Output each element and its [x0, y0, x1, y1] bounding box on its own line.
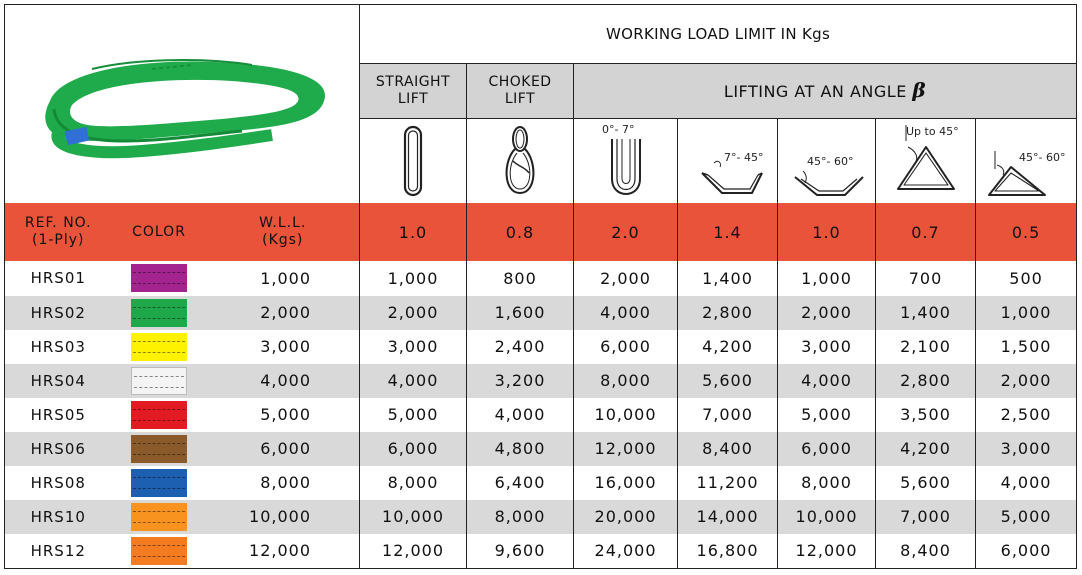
load-value-cell: 10,000 — [574, 398, 678, 432]
load-value-cell: 1,500 — [976, 330, 1077, 364]
load-value-cell: 500 — [976, 261, 1077, 295]
load-value-cell: 7,000 — [678, 398, 778, 432]
table-row — [5, 432, 1077, 466]
load-value-cell: 3,200 — [467, 364, 574, 398]
load-value-cell: 9,600 — [467, 534, 574, 569]
load-value-cell: 3,000 — [976, 432, 1077, 466]
wll-cell: 10,000 — [207, 500, 360, 534]
ref-no-cell: HRS12 — [30, 541, 86, 560]
straight-lift-header — [360, 64, 467, 119]
load-value-cell: 1,400 — [876, 296, 976, 330]
load-value-cell: 24,000 — [574, 534, 678, 569]
load-value-cell: 2,000 — [976, 364, 1077, 398]
round-sling-image — [32, 49, 332, 159]
basket-7-45-label: 7°- 45° — [723, 151, 763, 165]
load-value-cell: 3,000 — [778, 330, 876, 364]
color-cell — [112, 466, 207, 500]
load-value-cell: 8,000 — [467, 500, 574, 534]
color-cell — [112, 534, 207, 569]
color-cell — [112, 261, 207, 295]
load-value-cell: 8,400 — [876, 534, 976, 569]
table-row — [5, 500, 1077, 534]
table-row — [5, 261, 1077, 295]
load-value-cell: 2,000 — [574, 261, 678, 295]
load-value-cell: 12,000 — [360, 534, 467, 569]
data-rows — [5, 261, 1077, 568]
color-swatch — [131, 537, 187, 565]
ref-no-cell: HRS01 — [30, 269, 86, 288]
load-value-cell: 700 — [876, 261, 976, 295]
basket-7-45-icon — [688, 121, 768, 201]
load-value-cell: 10,000 — [360, 500, 467, 534]
load-value-cell: 6,000 — [574, 330, 678, 364]
load-value-cell: 2,500 — [976, 398, 1077, 432]
wll-cell: 3,000 — [260, 337, 312, 357]
color-cell — [112, 500, 207, 534]
load-value-cell: 4,000 — [976, 466, 1077, 500]
load-value-cell: 8,000 — [360, 466, 467, 500]
factor-bridle-up-45: 0.7 — [876, 203, 976, 261]
load-value-cell: 1,400 — [678, 261, 778, 295]
bridle-up-45-label: Up to 45° — [905, 125, 959, 139]
wll-unit-label: (Kgs) — [262, 232, 304, 249]
factor-basket-7-45: 1.4 — [678, 203, 778, 261]
load-value-cell: 5,600 — [876, 466, 976, 500]
bridle-up-45-icon-cell — [876, 119, 976, 204]
load-value-cell: 4,800 — [467, 432, 574, 466]
wll-cell: 6,000 — [207, 432, 360, 466]
choked-lift-line1: CHOKED — [488, 74, 552, 91]
ref-no-header — [5, 203, 112, 261]
load-value-cell: 1,000 — [976, 296, 1077, 330]
wll-header — [207, 203, 360, 261]
color-swatch — [131, 299, 187, 327]
load-value-cell: 8,400 — [678, 432, 778, 466]
load-value-cell: 2,000 — [360, 296, 467, 330]
basket-vertical-icon-cell — [574, 119, 678, 204]
load-value-cell: 10,000 — [778, 500, 876, 534]
basket-45-60-label: 45°- 60° — [806, 155, 853, 169]
table-row — [5, 296, 1077, 330]
load-value-cell: 6,000 — [778, 432, 876, 466]
load-value-cell: 11,200 — [678, 466, 778, 500]
load-value-cell: 4,200 — [876, 432, 976, 466]
color-cell — [112, 364, 207, 398]
color-swatch — [131, 333, 187, 361]
load-value-cell: 16,000 — [574, 466, 678, 500]
color-swatch — [131, 367, 187, 395]
color-cell — [112, 296, 207, 330]
straight-lift-line2: LIFT — [397, 91, 429, 108]
working-load-limit-table — [4, 4, 1077, 569]
factor-row — [5, 203, 1077, 261]
load-value-cell: 5,000 — [778, 398, 876, 432]
bridle-up-45-icon — [886, 121, 966, 201]
load-value-cell: 6,000 — [360, 432, 467, 466]
load-value-cell: 6,000 — [976, 534, 1077, 569]
basket-7-45-icon-cell — [678, 119, 778, 204]
color-cell — [112, 330, 207, 364]
color-header: COLOR — [112, 203, 207, 261]
ref-no-cell: HRS06 — [5, 432, 112, 466]
factor-straight: 1.0 — [360, 203, 467, 261]
load-value-cell: 5,000 — [360, 398, 467, 432]
factor-basket-45-60: 1.0 — [778, 203, 876, 261]
table-row — [5, 398, 1077, 432]
choked-lift-header — [467, 64, 574, 119]
load-value-cell: 6,400 — [467, 466, 574, 500]
load-value-cell: 1,000 — [778, 261, 876, 295]
straight-lift-icon — [393, 121, 433, 201]
load-value-cell: 2,400 — [467, 330, 574, 364]
product-image-cell — [5, 5, 360, 204]
color-swatch — [131, 401, 187, 429]
load-value-cell: 800 — [467, 261, 574, 295]
load-value-cell: 8,000 — [778, 466, 876, 500]
choked-lift-icon-cell — [467, 119, 574, 204]
load-value-cell: 5,000 — [976, 500, 1077, 534]
table-row — [5, 364, 1077, 398]
color-cell — [112, 432, 207, 466]
load-value-cell: 4,000 — [467, 398, 574, 432]
wll-cell: 8,000 — [260, 473, 312, 493]
angle-lift-title: LIFTING AT AN ANGLE — [723, 82, 907, 102]
straight-lift-line1: STRAIGHT — [375, 74, 451, 91]
load-value-cell: 4,000 — [360, 364, 467, 398]
basket-45-60-icon — [787, 121, 867, 201]
wll-cell: 4,000 — [207, 364, 360, 398]
load-value-cell: 12,000 — [574, 432, 678, 466]
factor-bridle-45-60: 0.5 — [976, 203, 1077, 261]
load-value-cell: 4,200 — [678, 330, 778, 364]
table-row — [5, 466, 1077, 500]
color-swatch — [131, 469, 187, 497]
load-value-cell: 1,600 — [467, 296, 574, 330]
load-value-cell: 2,800 — [678, 296, 778, 330]
table-row — [5, 534, 1077, 569]
basket-45-60-icon-cell — [778, 119, 876, 204]
ply-label: (1-Ply) — [32, 232, 85, 249]
ref-no-cell: HRS05 — [30, 405, 86, 424]
wll-cell: 5,000 — [260, 405, 312, 425]
load-value-cell: 16,800 — [678, 534, 778, 569]
ref-no-cell: HRS10 — [5, 500, 112, 534]
wll-cell: 12,000 — [249, 541, 312, 561]
beta-symbol: β — [912, 78, 927, 103]
basket-vertical-icon — [596, 121, 656, 201]
angle-lift-header — [574, 64, 1077, 119]
load-value-cell: 3,000 — [360, 330, 467, 364]
factor-choked: 0.8 — [467, 203, 574, 261]
load-value-cell: 12,000 — [778, 534, 876, 569]
load-value-cell: 20,000 — [574, 500, 678, 534]
wll-cell: 2,000 — [207, 296, 360, 330]
straight-lift-icon-cell — [360, 119, 467, 204]
ref-no-cell: HRS08 — [30, 473, 86, 492]
load-value-cell: 4,000 — [574, 296, 678, 330]
factor-basket-vertical: 2.0 — [574, 203, 678, 261]
table-title: WORKING LOAD LIMIT IN Kgs — [360, 5, 1077, 64]
load-value-cell: 5,600 — [678, 364, 778, 398]
ref-no-label: REF. NO. — [24, 215, 92, 232]
load-value-cell: 14,000 — [678, 500, 778, 534]
bridle-45-60-label: 45°- 60° — [1019, 151, 1066, 165]
choked-lift-line2: LIFT — [504, 91, 536, 108]
ref-no-cell: HRS04 — [5, 364, 112, 398]
color-swatch — [131, 264, 187, 292]
choked-lift-icon — [495, 121, 545, 201]
basket-vertical-label: 0°- 7° — [601, 123, 634, 137]
color-cell — [112, 398, 207, 432]
load-value-cell: 2,800 — [876, 364, 976, 398]
ref-no-cell: HRS03 — [30, 337, 86, 356]
load-value-cell: 3,500 — [876, 398, 976, 432]
load-value-cell: 2,100 — [876, 330, 976, 364]
load-value-cell: 2,000 — [778, 296, 876, 330]
wll-cell: 1,000 — [260, 268, 312, 288]
load-value-cell: 8,000 — [574, 364, 678, 398]
wll-label: W.L.L. — [259, 215, 307, 232]
table-row — [5, 330, 1077, 364]
load-value-cell: 4,000 — [778, 364, 876, 398]
bridle-45-60-icon — [981, 121, 1071, 201]
color-swatch — [131, 435, 187, 463]
bridle-45-60-icon-cell — [976, 119, 1077, 204]
load-value-cell: 7,000 — [876, 500, 976, 534]
ref-no-cell: HRS02 — [5, 296, 112, 330]
load-value-cell: 1,000 — [360, 261, 467, 295]
color-swatch — [131, 503, 187, 531]
